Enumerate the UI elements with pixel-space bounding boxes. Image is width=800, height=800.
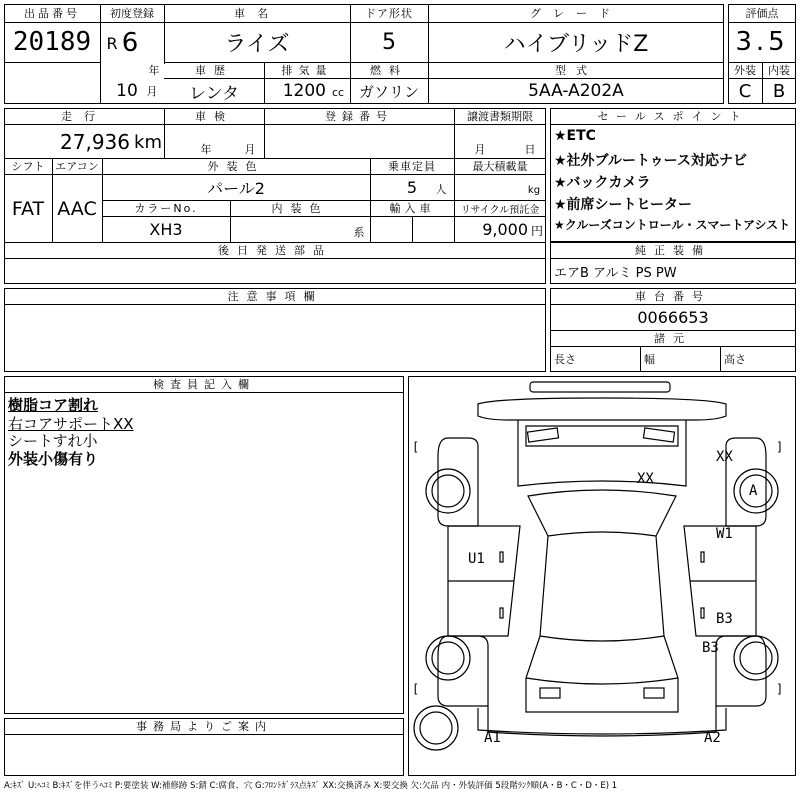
door-header: ドア形状 (365, 7, 413, 20)
transfer-day-unit: 日 (524, 143, 536, 156)
genuine-header: 純正装備 (635, 244, 711, 257)
int-color-unit: 系 (353, 226, 365, 239)
model-header: 型式 (555, 64, 597, 77)
sales-point-item: ★前席シートヒーター (554, 197, 692, 213)
lot-no-value: 20189 (12, 27, 92, 57)
car-name-value: ライズ (224, 31, 290, 57)
interior-score: B (772, 80, 786, 102)
bracket-left-front: [ (412, 440, 420, 454)
recycle-value: 9,000 (482, 219, 528, 239)
inspector-note: 樹脂コア割れ (8, 396, 99, 414)
color-no-value: XH3 (149, 219, 183, 239)
int-color-header: 内装色 (271, 202, 329, 215)
damage-mark-a-right: A (749, 483, 758, 499)
chassis-header: 車台番号 (635, 290, 711, 303)
spec-length: 長さ (554, 353, 576, 366)
later-parts-header: 後日発送部品 (218, 244, 332, 257)
damage-legend: A:ｷｽﾞ U:ﾍｺﾐ B:ｷｽﾞを伴うﾍｺﾐ P:要塗装 W:補修跡 S:錆 C:腐食、穴 G:ﾌﾛﾝﾄｶﾞﾗｽ点ｷｽﾞ XX:交換済み X:要交換 欠:欠品 内・外装評価 5段階ﾗﾝｸ順(A・B・C・D・E) 1 (4, 781, 618, 791)
caution-header: 注意事項欄 (227, 290, 323, 303)
spec-height: 高さ (724, 353, 746, 366)
ext-color-value: パール2 (207, 178, 265, 198)
interior-header: 内装 (768, 64, 790, 77)
sales-point-item: ★ETC (554, 128, 596, 144)
month-unit: 月 (146, 85, 158, 98)
shift-header: シフト (11, 160, 45, 173)
shift-value: FAT (11, 198, 45, 220)
spec-width: 幅 (644, 353, 655, 366)
inspector-notes (4, 392, 404, 492)
year-unit: 年 (148, 64, 160, 77)
damage-mark-a2: A2 (704, 730, 721, 746)
score-header: 評価点 (745, 7, 779, 20)
bracket-right-front: ] (776, 440, 784, 454)
capacity-header: 乗車定員 (388, 160, 436, 173)
fuel-header: 燃料 (370, 64, 408, 77)
grade-value: ハイブリッドZ (503, 31, 649, 57)
grade-header: グレード (530, 7, 622, 20)
damage-mark-b3-upper: B3 (716, 611, 733, 627)
genuine-value: エアB アルミ PS PW (554, 265, 677, 281)
door-value: 5 (382, 29, 396, 55)
chassis-value: 0066653 (637, 307, 709, 327)
transfer-month-unit: 月 (474, 143, 486, 156)
car-name-header: 車名 (234, 7, 280, 20)
bracket-left-rear: [ (412, 682, 420, 696)
aircon-value: AAC (57, 198, 97, 220)
aircon-header: エアコン (55, 160, 99, 173)
displacement-unit: cc (331, 85, 345, 99)
sales-point-header: セールスポイント (597, 110, 749, 123)
office-header: 事務局よりご案内 (136, 720, 272, 733)
inspector-header: 検査員記入欄 (153, 378, 255, 391)
capacity-value: 5 (406, 177, 418, 197)
sales-point-list (550, 124, 796, 242)
transfer-header: 譲渡書類期限 (467, 110, 533, 123)
damage-mark-b3-lower: B3 (702, 640, 719, 656)
damage-mark-xx-center: XX (637, 471, 654, 487)
recycle-header: リサイクル預託金 (460, 204, 540, 216)
displacement-header: 排気量 (281, 64, 333, 77)
history-value: レンタ (189, 83, 239, 104)
reg-no-header: 登録番号 (325, 110, 393, 123)
mileage-value: 27,936 (60, 130, 130, 154)
inspector-note: 外装小傷有り (8, 450, 99, 468)
exterior-header: 外装 (734, 64, 756, 77)
car-diagram (408, 376, 796, 776)
ext-color-header: 外装色 (207, 160, 265, 173)
month-value: 10 (116, 81, 138, 101)
damage-mark-w1: W1 (716, 526, 733, 542)
sales-point-item: ★バックカメラ (554, 175, 651, 191)
score-value: 3.5 (735, 27, 789, 57)
color-no-header: カラーNo. (134, 202, 198, 215)
bracket-right-rear: ] (776, 682, 784, 696)
inspector-note: 右コアサポートXX (8, 415, 134, 433)
max-load-header: 最大積載量 (472, 160, 528, 173)
exterior-score: C (738, 80, 752, 102)
load-unit: kg (527, 184, 541, 196)
mileage-header: 走行 (61, 110, 107, 123)
era-value: R (106, 33, 118, 53)
first-reg-header: 初度登録 (110, 7, 154, 20)
damage-mark-xx-right: XX (716, 449, 733, 465)
inspection-year-unit: 年 (200, 143, 212, 156)
damage-mark-a1: A1 (484, 730, 501, 746)
fuel-value: ガソリン (358, 82, 419, 101)
mileage-unit: km (134, 131, 162, 153)
model-value: 5AA-A202A (528, 81, 624, 101)
capacity-unit: 人 (435, 183, 447, 196)
year-value: 6 (121, 28, 139, 58)
damage-mark-u1: U1 (468, 551, 485, 567)
import-header: 輸入車 (389, 202, 435, 215)
inspector-note: シートすれ小 (8, 432, 98, 450)
sales-point-item: ★クルーズコントロール・スマートアシスト (554, 218, 791, 232)
inspection-month-unit: 月 (244, 143, 256, 156)
lot-no-header: 出品番号 (24, 7, 80, 20)
history-header: 車歴 (195, 64, 233, 77)
sales-point-item: ★社外ブルートゥース対応ナビ (554, 153, 747, 169)
specs-header: 諸元 (654, 332, 692, 345)
displacement-value: 1200 (282, 81, 326, 101)
inspection-header: 車検 (195, 110, 233, 123)
recycle-unit: 円 (530, 223, 543, 238)
